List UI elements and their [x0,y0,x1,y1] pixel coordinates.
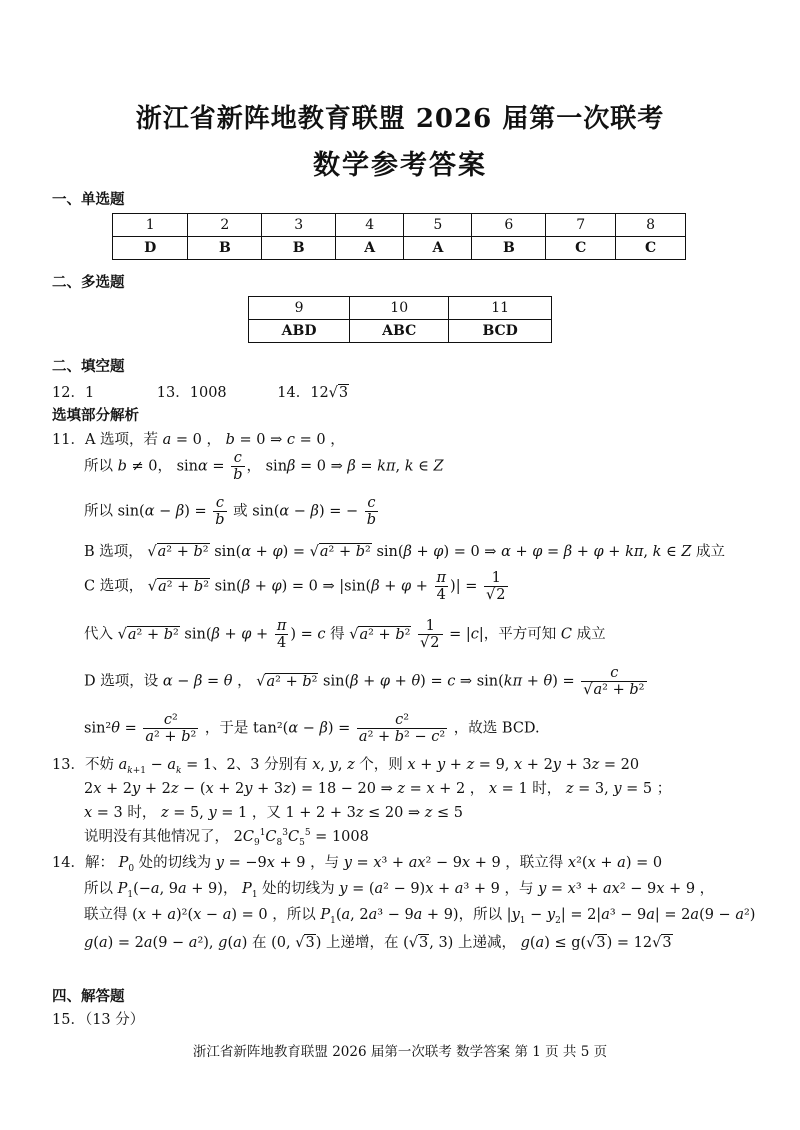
solution-line: g(a) = 2a(9 − a²), g(a) 在 (0, √3) 上递增，在 (√3, 3) 上递减， g(a) ≤ g(√3) = 12√3 [84,935,672,951]
table-cell: C [546,237,616,260]
solution-line: 所以 b ≠ 0， sinα = $\frac{c}{b}$ ， sinβ = 0 ⇒ β = kπ, k ∈ Z [84,450,444,483]
solution-line: 13．不妨 $a_{k+1} - a_k = 1$、2、3 分别有 x, y, z 个，则 x + y + z = 9, x + 2y + 3z = 20 [52,757,640,776]
table-cell: 4 [336,214,404,237]
solution-line: 11．A 选项，若 a = 0 ， b = 0 ⇒ c = 0 ， [52,432,345,448]
table-cell: D [113,237,188,260]
page-footer: 浙江省新阵地教育联盟 2026 届第一次联考 数学答案 第 1 页 共 5 页 [192,1044,608,1060]
table-cell: BCD [449,320,552,343]
table-cell: B [262,237,336,260]
solution-line: 说明没有其他情况了， $2C_9^1C_8^3C_5^5 = 1008$ [84,828,369,848]
table-cell: 9 [249,297,350,320]
table-cell: 2 [188,214,262,237]
table-cell: 11 [449,297,552,320]
table-cell: B [472,237,546,260]
table-cell: 7 [546,214,616,237]
table-cell: ABC [350,320,449,343]
table-cell: 1 [113,214,188,237]
exam-title: 浙江省新阵地教育联盟 2026 届第一次联考 [135,104,665,134]
solution-line: 代入 √a² + b² sin(β + φ + $\frac{\pi}{4}$ ) = c 得 √a² + b² $\frac{1}{√2}$ = |c|，平方可知 C 成立 [84,618,606,651]
solution-line: sin²θ = $\frac{\text{c²}}{\text{a² + b²}}$ ，于是 tan²(α − β) = $\frac{\text{c²}}{\text{a² + b² − c²}}$ ，故选 BCD. [84,712,540,745]
multi-choice-table [248,296,552,343]
section-solutions: 四、解答题 [52,988,125,1005]
solution-line: 所以 sin(α − β) = $\frac{c}{b}$ 或 sin(α − β) = − $\frac{c}{b}$ [84,495,377,528]
section-analysis: 选填部分解析 [52,407,139,424]
fill-in-answers [52,381,349,402]
section-fill-in: 二、填空题 [52,358,125,375]
table-cell: A [404,237,472,260]
solution-line: C 选项， √a² + b² sin(β + φ) = 0 ⇒ |sin(β + φ + $\frac{\pi}{4}$ )| = $\frac{1}{√2}$ [84,570,510,603]
table-cell: ABD [249,320,350,343]
question-15-label: 15．（13 分） [52,1012,145,1028]
answer-14: 14．12√3 [277,385,349,401]
solution-line: x = 3 时， z = 5, y = 1 ，又 1 + 2 + 3z ≤ 20 ⇒ z ≤ 5 [84,805,463,821]
answer-title: 数学参考答案 [313,150,487,181]
solution-line: 2x + 2y + 2z − (x + 2y + 3z) = 18 − 20 ⇒ z = x + 2 ， x = 1 时， z = 3, y = 5 ； [84,781,672,797]
table-cell: 6 [472,214,546,237]
table-cell: A [336,237,404,260]
answer-13: 13．1008 [156,385,227,401]
table-cell: 10 [350,297,449,320]
section-single-choice: 一、单选题 [52,191,125,208]
table-cell: B [188,237,262,260]
section-multi-choice: 二、多选题 [52,274,125,291]
answer-12: 12．1 [52,385,95,401]
table-cell: C [616,237,686,260]
table-cell: 8 [616,214,686,237]
solution-line: B 选项， √a² + b² sin(α + φ) = √a² + b² sin(β + φ) = 0 ⇒ α + φ = β + φ + kπ, k ∈ Z 成立 [84,544,726,560]
solution-line: 14．解： $P_0$ 处的切线为 y = −9x + 9 ，与 y = x³ + ax² − 9x + 9 ，联立得 x²(x + a) = 0 [52,855,663,874]
table-cell: 5 [404,214,472,237]
solution-line: 所以 $P_1(-a$, 9a + 9)， $P_1$ 处的切线为 y = (a² − 9)x + a³ + 9 ，与 y = x³ + ax² − 9x + 9 ， [84,881,715,900]
single-choice-table [112,213,686,260]
solution-line: D 选项，设 α − β = θ ， √a² + b² sin(β + φ + θ) = c ⇒ sin(kπ + θ) = $\frac{c}{\text{√a² + b²}}$ [84,665,649,698]
solution-line: 联立得 (x + a)²(x − a) = 0 ，所以 $P_1(a$, 2a³ − 9a + 9)，所以 $|y_1 - y_2| = 2|a^3 - 9a| = 2a(9 - a^2)$ [84,907,756,926]
table-cell: 3 [262,214,336,237]
